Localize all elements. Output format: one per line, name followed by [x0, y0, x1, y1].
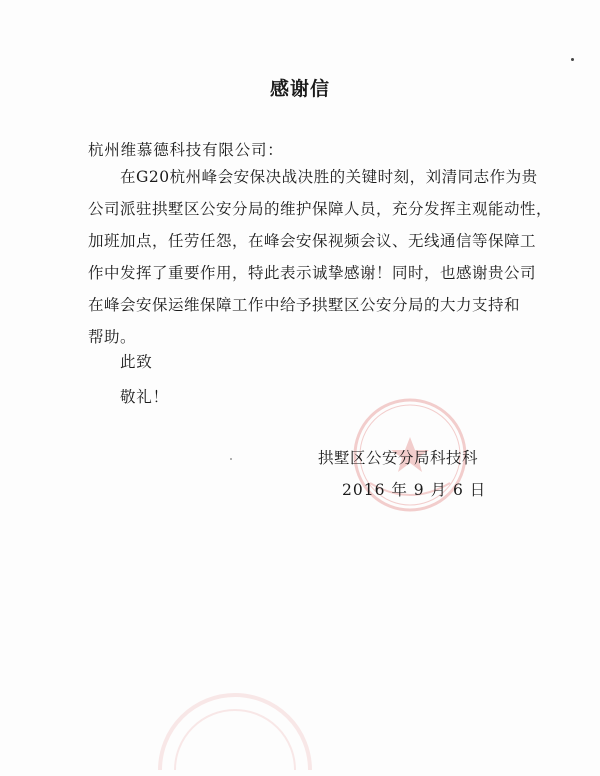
closing-salute: 敬礼！: [120, 388, 169, 406]
signature-organization: 拱墅区公安分局科技科: [318, 449, 479, 467]
body-line: 在G20杭州峰会安保决战决胜的关键时刻，刘清同志作为贵: [88, 168, 538, 186]
body-line: 帮助。: [88, 328, 137, 346]
signature-date: 2016 年 9 月 6 日: [342, 481, 487, 499]
closing-phrase: 此致: [120, 353, 153, 371]
salutation: 杭州维慕德科技有限公司：: [88, 141, 284, 159]
letter-title: 感谢信: [269, 78, 330, 100]
body-line: 加班加点，任劳任怨，在峰会安保视频会议、无线通信等保障工: [88, 232, 537, 250]
body-line: 在峰会安保运维保障工作中给予拱墅区公安分局的大力支持和: [88, 296, 521, 314]
scan-speck: [571, 58, 574, 61]
body-line: 作中发挥了重要作用，特此表示诚挚感谢！同时，也感谢贵公司: [88, 264, 537, 282]
body-line: 公司派驻拱墅区公安分局的维护保障人员，充分发挥主观能动性，: [88, 200, 553, 218]
scan-speck: [230, 458, 232, 460]
faint-seal-bleed-icon: [150, 690, 320, 776]
